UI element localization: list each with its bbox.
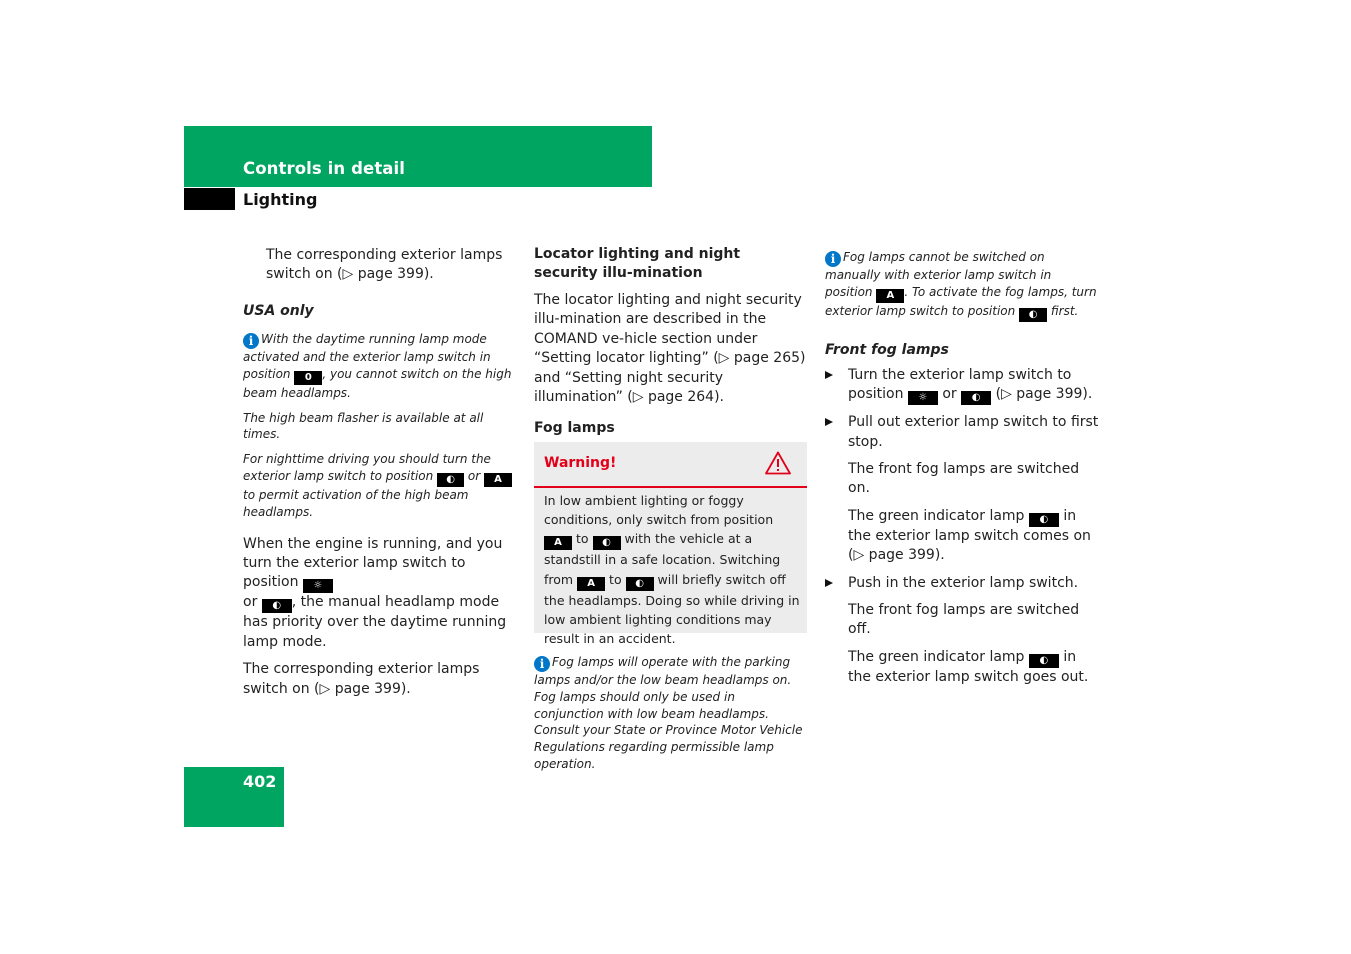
col1-intro — [266, 246, 516, 285]
result2-text-b: in the exterior lamp switch comes on (▷ page 399). — [848, 507, 1091, 564]
warning-triangle-icon — [765, 451, 791, 475]
bullet-arrow-icon — [825, 418, 833, 426]
low-beam-symbol: ◐ — [626, 577, 654, 591]
info-icon: i — [825, 251, 841, 267]
fog-lamps-heading: Fog lamps — [534, 420, 615, 437]
para-corresponding-lamps: The corresponding exterior lamps switch on (▷ page 399). — [243, 661, 480, 697]
warning-text-c: will briefly switch off the headlamps. Doing so while driving in low ambient lighting conditions may result in an accident. — [544, 571, 800, 647]
usa-only-heading: USA only — [243, 303, 314, 319]
low-beam-symbol: ◐ — [593, 536, 621, 550]
para1-or: or — [243, 594, 262, 611]
parking-lamp-symbol: ☼ — [303, 579, 333, 593]
result4-text-a: The green indicator lamp — [848, 648, 1029, 665]
col2-note — [534, 654, 807, 779]
warning-text-b: with the vehicle at a standstill in a safe location. Switching from — [544, 531, 781, 587]
fog-lamp-symbol: ◐ — [1029, 654, 1059, 668]
locator-heading: Locator lighting and night security illu-mination — [534, 246, 741, 281]
info-note-1 — [243, 331, 517, 402]
page-number: 402 — [243, 772, 277, 791]
bullet-arrow-icon — [825, 371, 833, 379]
note3-text-a: For nighttime driving you should turn the exterior lamp switch to position — [243, 452, 491, 483]
col3-note-text-b: . To activate the fog lamps, turn exterior lamp switch to position — [825, 284, 1097, 318]
step-pull-switch — [825, 413, 1099, 452]
step1-text-b: (▷ page 399). — [991, 386, 1093, 403]
result-indicator-on — [825, 507, 1099, 566]
low-beam-symbol: ◐ — [961, 391, 991, 405]
low-beam-symbol: ◐ — [1019, 308, 1047, 322]
note1-text-b: , you cannot switch on the high beam headlamps. — [243, 366, 512, 400]
info-note-3 — [243, 451, 517, 520]
col2-body — [534, 245, 807, 438]
result4-text-b: in the exterior lamp switch goes out. — [848, 648, 1089, 685]
para1-text-a: When the engine is running, and you turn the exterior lamp switch to position — [243, 535, 503, 591]
step1-text-a: Turn the exterior lamp switch to position — [848, 366, 1072, 403]
fog-lamp-symbol: ◐ — [1029, 513, 1059, 527]
info-icon: i — [534, 656, 550, 672]
step2-text: Pull out exterior lamp switch to first stop. — [848, 414, 1099, 450]
step-push-switch — [825, 574, 1099, 593]
para-engine-running — [243, 535, 517, 653]
intro-line-a: The corresponding exterior lamps — [266, 247, 503, 263]
low-beam-symbol: ◐ — [437, 473, 464, 487]
note3-text-b: to permit activation of the high beam headlamps. — [243, 487, 469, 519]
auto-symbol: A — [876, 289, 904, 303]
step1-or: or — [937, 386, 962, 403]
step-turn-switch — [825, 366, 1099, 405]
para1-text-b: , the manual headlamp mode has priority over the daytime running lamp mode. — [243, 594, 507, 650]
low-beam-symbol: ◐ — [262, 599, 292, 613]
result-fog-off: The front fog lamps are switched off. — [848, 602, 1080, 638]
info-note-2: The high beam flasher is available at all times. — [243, 410, 484, 442]
section-title: Lighting — [243, 190, 318, 209]
section-marker — [184, 188, 235, 210]
warning-text-a: In low ambient lighting or foggy conditions, only switch from position — [544, 493, 774, 528]
col3-note-text-a: Fog lamps cannot be switched on manually with exterior lamp switch in position — [825, 250, 1052, 299]
warning-label: Warning! — [544, 455, 617, 471]
fog-info-text: Fog lamps will operate with the parking lamps and/or the low beam headlamps on. Fog lamps should only be used in conjunction with low beam headlamps. Consult your State or Province Motor Vehicle Regulations regarding permissible lamp operation. — [534, 655, 803, 771]
intro-line-b: switch on (▷ page 399). — [266, 266, 434, 283]
fog-manual-note — [825, 249, 1099, 322]
fog-info-note — [534, 654, 807, 773]
chapter-title: Controls in detail — [243, 159, 406, 178]
warning-text — [544, 491, 800, 648]
col3-note-text-c: first. — [1047, 303, 1079, 318]
info-icon: i — [243, 333, 259, 349]
result-indicator-off — [825, 648, 1099, 687]
step3-text: Push in the exterior lamp switch. — [848, 574, 1079, 591]
result2-text-a: The green indicator lamp — [848, 507, 1029, 524]
front-fog-heading: Front fog lamps — [825, 341, 949, 358]
bullet-arrow-icon — [825, 579, 833, 587]
auto-symbol: A — [544, 536, 572, 550]
locator-text: The locator lighting and night security illu-mination are described in the COMAND ve-hicle section under “Setting locator lighting” (▷ page 265) and “Setting night security illumination” (▷ page 264). — [534, 292, 806, 406]
result-fog-on: The front fog lamps are switched on. — [848, 461, 1080, 497]
auto-symbol: A — [484, 473, 512, 487]
auto-symbol: A — [577, 577, 605, 591]
col3-body — [825, 249, 1099, 695]
switch-off-symbol: 0 — [294, 371, 322, 385]
note3-or: or — [464, 468, 484, 483]
warning-to-1: to — [572, 531, 593, 547]
col1-body — [243, 303, 517, 707]
warning-to-2: to — [605, 571, 626, 587]
parking-lamp-symbol: ☼ — [908, 391, 938, 405]
note1-text-a: With the daytime running lamp mode activated and the exterior lamp switch in position — [243, 332, 491, 381]
